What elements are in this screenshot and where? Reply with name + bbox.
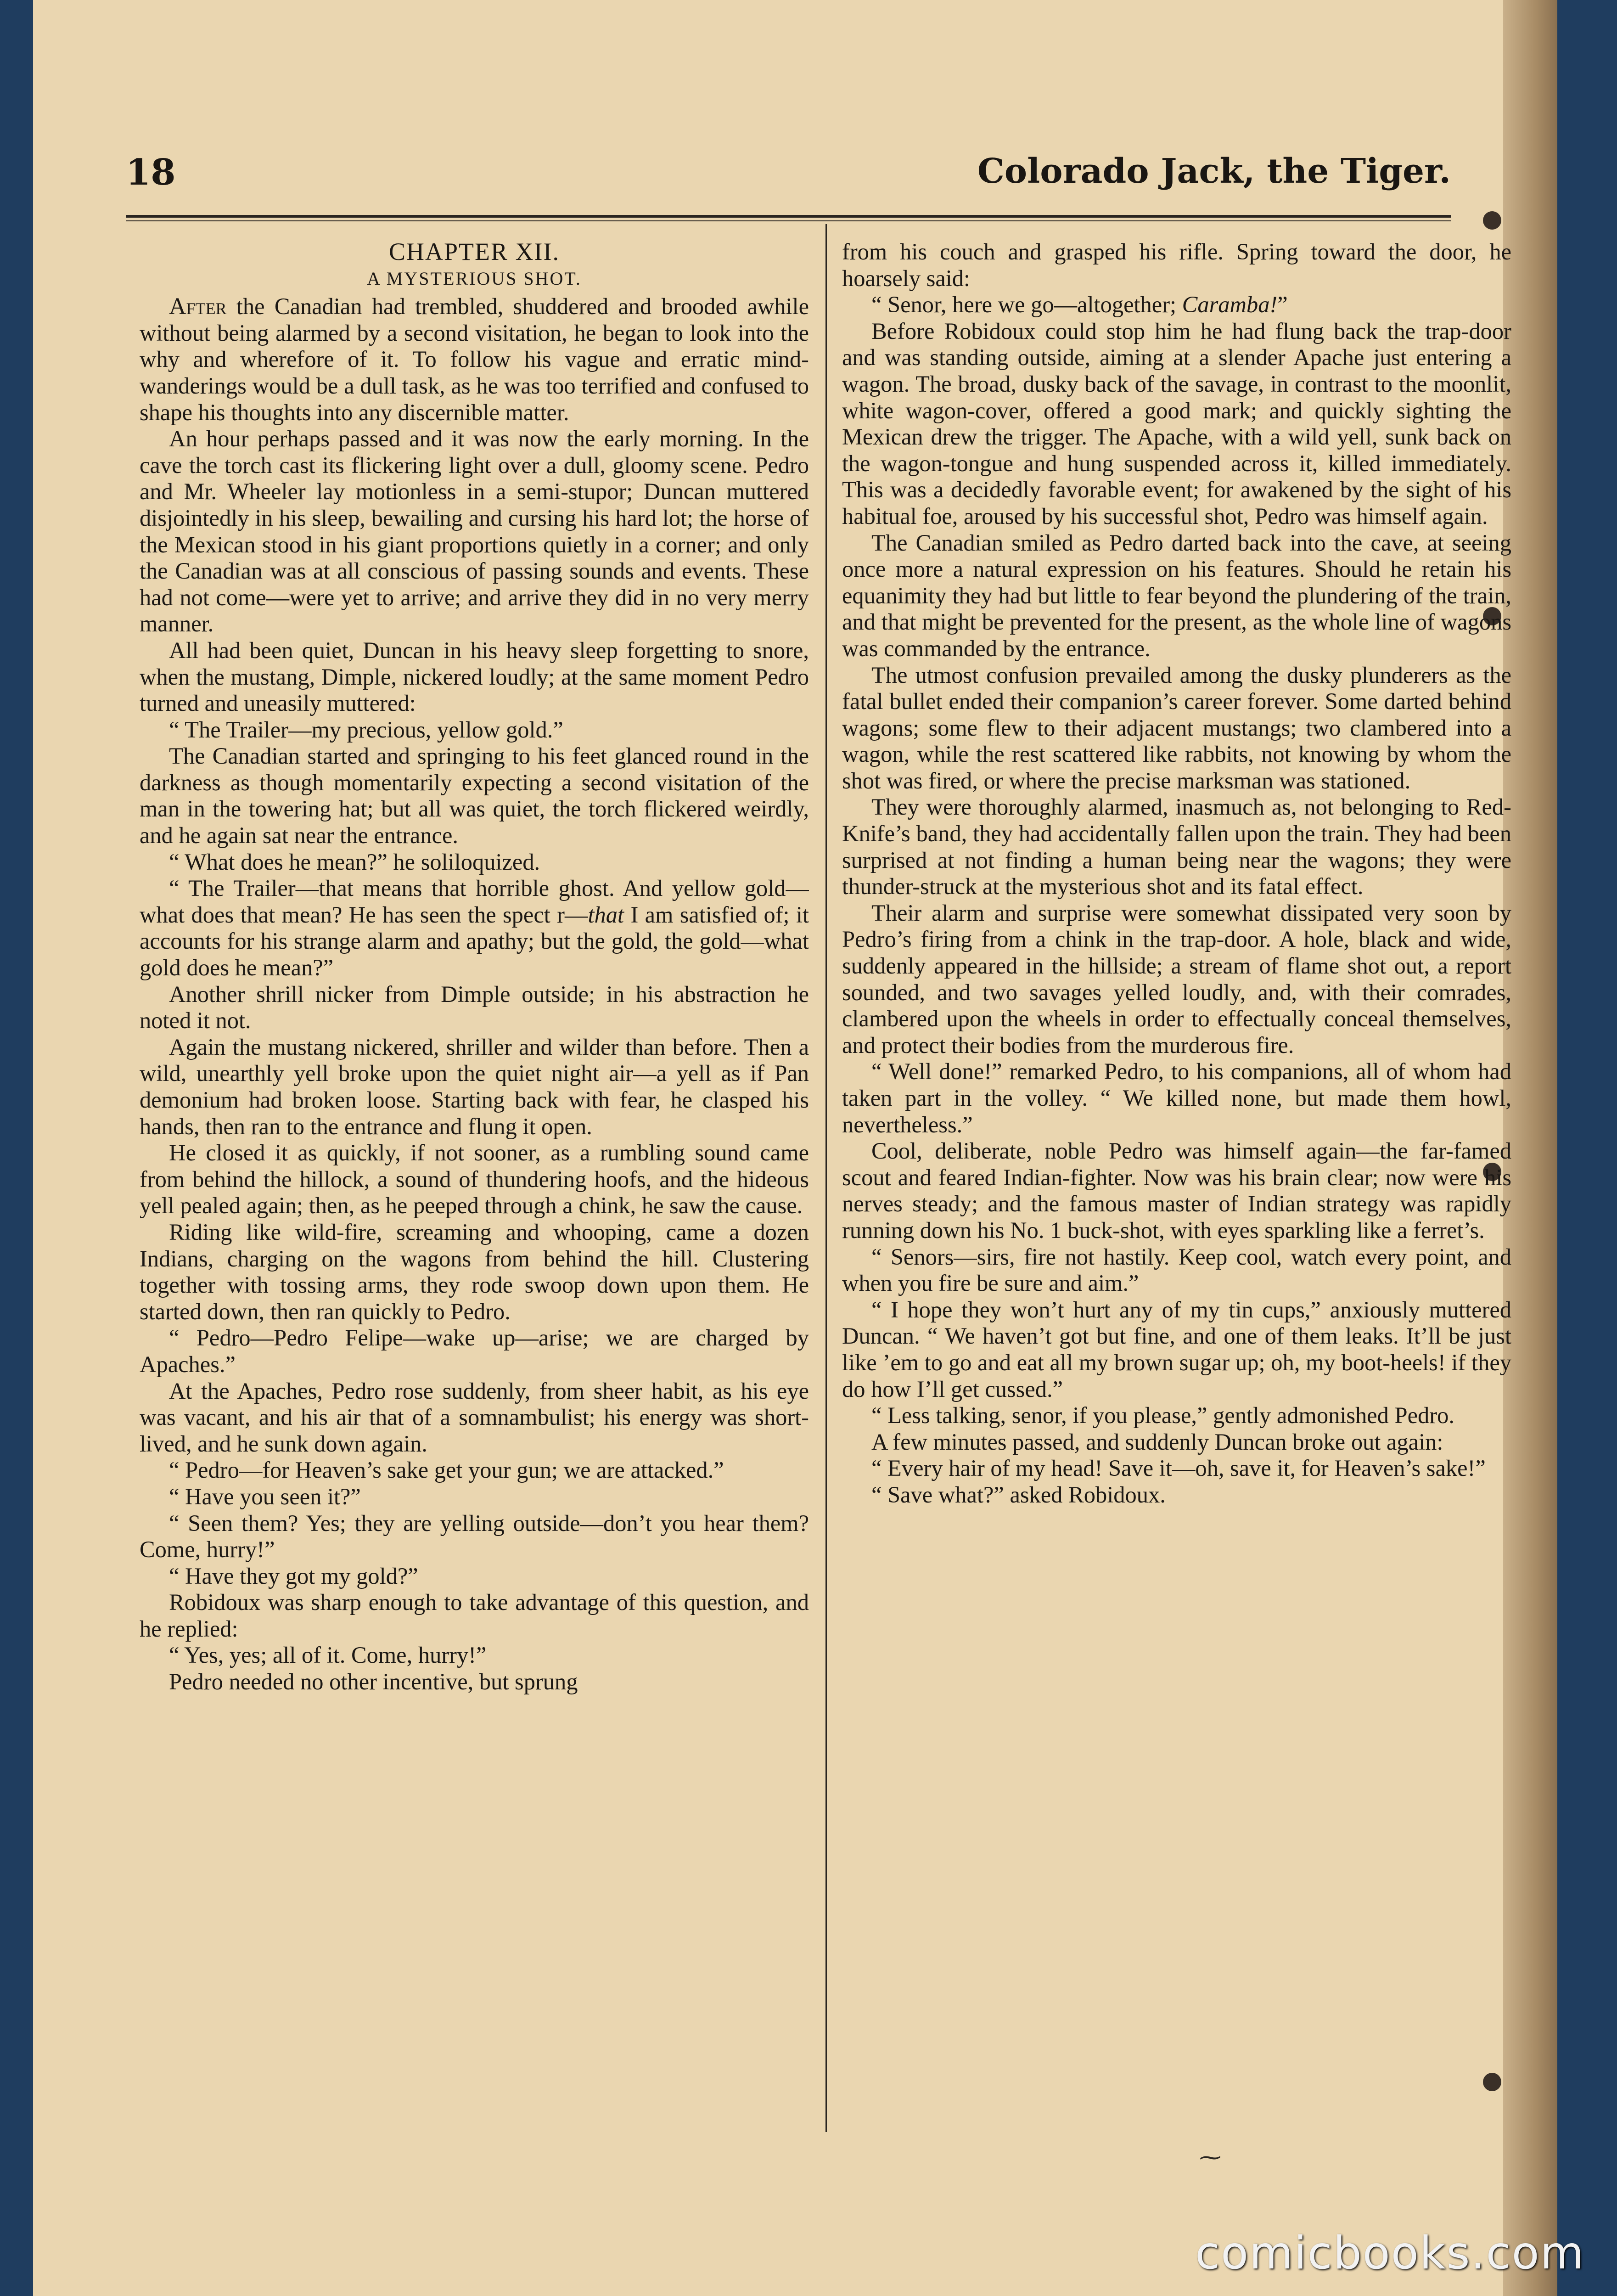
paragraph: from his couch and grasped his rifle. Spring toward the door, he hoarsely said: bbox=[842, 239, 1511, 291]
paragraph: Another shrill nicker from Dimple outside; in his abstraction he noted it not. bbox=[140, 981, 809, 1034]
paragraph: The Canadian started and springing to his feet glanced round in the darkness as though momentarily expecting a second visitation of the man in the towering hat; but all was quiet, the torch flickered weirdly, and he again sat near the entrance. bbox=[140, 743, 809, 849]
paragraph: A few minutes passed, and suddenly Duncan broke out again: bbox=[871, 1429, 1443, 1455]
paragraph: Cool, deliberate, noble Pedro was himself again—the far-famed scout and feared Indian-fighter. Now was his brain clear; now were his nerves steady; and the famous master of Indian strategy was rapidly running down his No. 1 buck-shot, with eyes sparkling like a ferret’s. bbox=[842, 1138, 1511, 1243]
paragraph: “ Less talking, senor, if you please,” gently admonished Pedro. bbox=[871, 1402, 1454, 1429]
paragraph: Robidoux was sharp enough to take advantage of this question, and he replied: bbox=[140, 1589, 809, 1642]
paragraph: The utmost confusion prevailed among the dusky plunderers as the fatal bullet ended their companion’s career forever. Some darted behind wagons; some flew to their adjacent mustangs; two clambered into a wagon, while the rest scattered like rabbits, not knowing by whom the shot was fired, or where the precise marksman was stationed. bbox=[842, 662, 1511, 793]
paragraph: “ Pedro—for Heaven’s sake get your gun; we are attacked.” bbox=[169, 1457, 724, 1483]
paragraph: Again the mustang nickered, shriller and wilder than before. Then a wild, unearthly yell broke upon the quiet night air—a yell as if Pan demonium had broken loose. Starting back with fear, he clasped his hands, then ran to the entrance and flung it open. bbox=[140, 1034, 809, 1139]
page-number: 18 bbox=[126, 152, 176, 193]
paragraph: The Canadian smiled as Pedro darted back into the cave, at seeing once more a natural expression on his features. Should he retain his equanimity they had but little to fear beyond the plundering of the train, and that might be prevented for the present, as the whole line of wagons was commanded by the entrance. bbox=[842, 529, 1511, 661]
binding-hole bbox=[1483, 211, 1501, 230]
paragraph bbox=[842, 292, 1511, 318]
paragraph: “ The Trailer—my precious, yellow gold.” bbox=[169, 716, 563, 743]
paragraph: “ What does he mean?” he soliloquized. bbox=[169, 849, 540, 875]
page-header bbox=[126, 152, 1451, 207]
chapter-title: CHAPTER XII. bbox=[389, 239, 560, 265]
paragraph bbox=[140, 293, 809, 426]
paragraph: “ Well done!” remarked Pedro, to his companions, all of whom had taken part in the volley. “ We killed none, but made them howl, nevertheless.” bbox=[842, 1058, 1511, 1137]
opening-word: After bbox=[169, 293, 227, 320]
paragraph: Pedro needed no other incentive, but sprung bbox=[169, 1669, 578, 1695]
paragraph: Before Robidoux could stop him he had flung back the trap-door and was standing outside, aiming at a slender Apache just entering a wagon. The broad, dusky back of the savage, in contrast to the moonlit, white wagon-cover, offered a good mark; and quickly sighting the Mexican drew the trigger. The Apache, with a wild yell, sunk back on the wagon-tongue and hung suspended across it, killed immediately. This was a decidedly favorable event; for awakened by the sight of his habitual foe, aroused by his successful shot, Pedro was himself again. bbox=[842, 318, 1511, 529]
paragraph: “ Every hair of my head! Save it—oh, save it, for Heaven’s sake!” bbox=[871, 1455, 1486, 1481]
paragraph: All had been quiet, Duncan in his heavy sleep forgetting to snore, when the mustang, Dimple, nickered loudly; at the same moment Pedro turned and uneasily muttered: bbox=[140, 637, 809, 716]
paragraph: They were thoroughly alarmed, inasmuch as, not belonging to Red-Knife’s band, they had accidentally fallen upon the train. They had been surprised at not finding a human being near the wagons; they were thunder-struck at the mysterious shot and its fatal effect. bbox=[842, 794, 1511, 900]
paragraph-text: ” bbox=[1277, 292, 1288, 318]
paragraph: “ Seen them? Yes; they are yelling outside—don’t you hear them? Come, hurry!” bbox=[140, 1510, 809, 1563]
left-column bbox=[140, 239, 809, 2135]
paragraph-text: “ The Trailer—that means that horrible ghost. And yellow gold—what does that mean? He has seen the spect r— bbox=[140, 875, 809, 928]
header-rule-thin bbox=[126, 220, 1451, 221]
paragraph: “ Yes, yes; all of it. Come, hurry!” bbox=[169, 1642, 487, 1668]
chapter-subtitle: A MYSTERIOUS SHOT. bbox=[367, 268, 582, 289]
paragraph: At the Apaches, Pedro rose suddenly, from sheer habit, as his eye was vacant, and his air that of a somnambulist; his energy was short-lived, and he sunk down again. bbox=[140, 1378, 809, 1457]
right-column bbox=[842, 239, 1511, 2135]
column-divider bbox=[825, 224, 827, 2132]
emphasis-text: Caramba! bbox=[1182, 292, 1278, 318]
paragraph: He closed it as quickly, if not sooner, as a rumbling sound came from behind the hillock, a sound of thundering hoofs, and the hideous yell pealed again; then, as he peeped through a chink, he saw the cause. bbox=[140, 1140, 809, 1219]
paragraph: An hour perhaps passed and it was now the early morning. In the cave the torch cast its flickering light over a dull, gloomy scene. Pedro and Mr. Wheeler lay motionless in a semi-stupor; Duncan muttered disjointedly in his sleep, bewailing and cursing his hard lot; the horse of the Mexican stood in his giant proportions quietly in a corner; and only the Canadian was at all conscious of passing sounds and events. These had not come—were yet to arrive; and arrive they did in no very merry manner. bbox=[140, 426, 809, 637]
paragraph: “ Have they got my gold?” bbox=[169, 1563, 418, 1589]
paragraph-text: I am satisfied of; it accounts for his strange alarm and apathy; but the gold, the gold—what gold does he mean?” bbox=[140, 901, 809, 981]
paragraph: “ Pedro—Pedro Felipe—wake up—arise; we are charged by Apaches.” bbox=[140, 1325, 809, 1377]
running-title: Colorado Jack, the Tiger. bbox=[977, 152, 1451, 191]
end-ornament: ⁓ bbox=[1199, 2144, 1221, 2170]
book-page bbox=[33, 0, 1557, 2296]
paragraph: Their alarm and surprise were somewhat dissipated very soon by Pedro’s firing from a chink in the trap-door. A hole, black and wide, suddenly appeared in the hillside; a stream of flame shot out, a report sounded, and two savages yelled loudly, and, with their comrades, clambered upon the wheels in order to effectually conceal themselves, and protect their bodies from the murderous fire. bbox=[842, 900, 1511, 1058]
paragraph: “ I hope they won’t hurt any of my tin cups,” anxiously muttered Duncan. “ We haven’t got but fine, and one of them leaks. It’ll be just like ’em to go and eat all my brown sugar up; oh, my boot-heels! if they do how I’ll get cussed.” bbox=[842, 1296, 1511, 1402]
paragraph: “ Senors—sirs, fire not hastily. Keep cool, watch every point, and when you fire be sure and aim.” bbox=[842, 1244, 1511, 1296]
paragraph: “ Have you seen it?” bbox=[169, 1483, 361, 1509]
paragraph: “ Save what?” asked Robidoux. bbox=[871, 1481, 1166, 1508]
paragraph-text: “ Senor, here we go—altogether; bbox=[871, 292, 1182, 318]
site-watermark: comicbooks.com bbox=[1195, 2227, 1585, 2279]
emphasis-text: that bbox=[588, 901, 624, 928]
header-rule bbox=[126, 215, 1451, 218]
paragraph bbox=[140, 875, 809, 981]
paragraph-text: the Canadian had trembled, shuddered and brooded awhile without being alarmed by a second visitation, he began to look into the why and wherefore of it. To follow his vague and erratic mind-wanderings would be a dull task, as he was too terrified and confused to shape his thoughts into any discernible matter. bbox=[140, 293, 809, 425]
paragraph: Riding like wild-fire, screaming and whooping, came a dozen Indians, charging on the wagons from behind the hill. Clustering together with tossing arms, they rode swoop down upon them. He started down, then ran quickly to Pedro. bbox=[140, 1219, 809, 1324]
